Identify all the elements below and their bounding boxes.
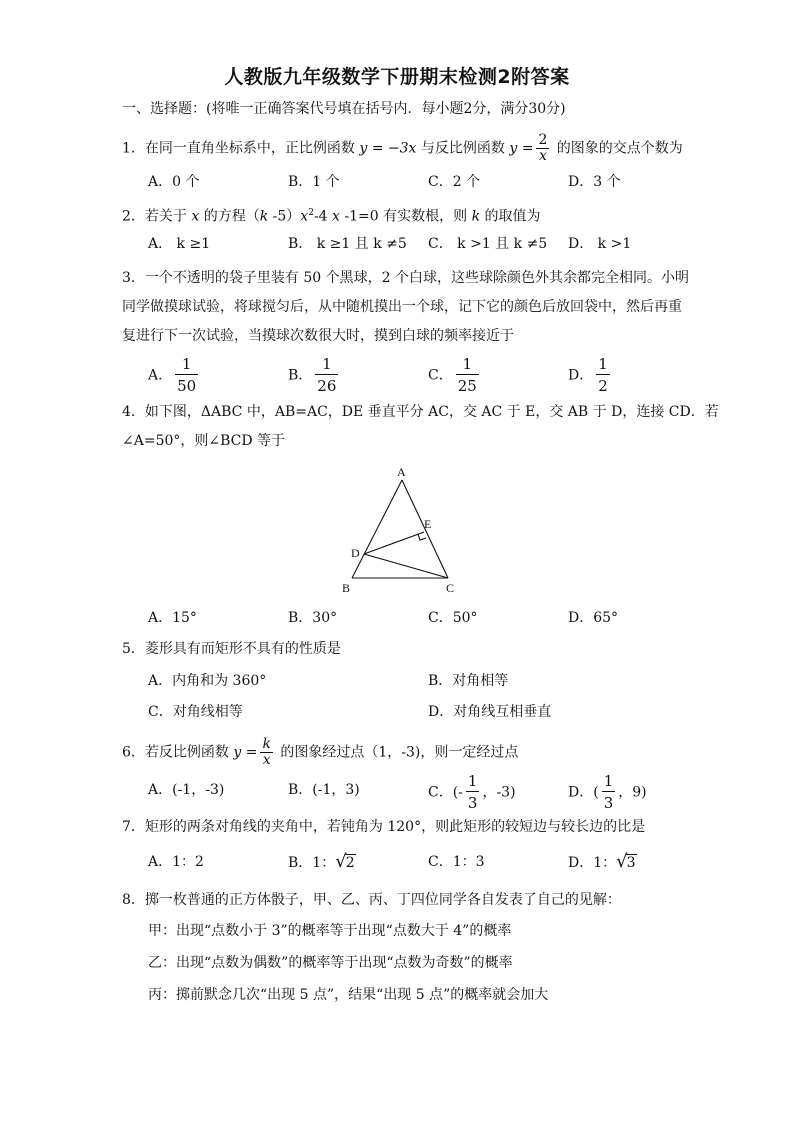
square-root: √2 — [335, 851, 355, 872]
question-1: 1．在同一直角坐标系中，正比例函数 y = −3x 与反比例函数 y = $\frac{2}{x}$ 的图象的交点个数为 — [122, 132, 683, 164]
label-b: B — [342, 581, 351, 595]
q2-option-d: D． k >1 — [568, 236, 632, 252]
question-8: 8．掷一枚普通的正方体骰子，甲、乙、丙、丁四位同学各自发表了自己的见解： — [122, 892, 621, 908]
question-3-line-1: 3．一个不透明的袋子里装有 50 个黑球，2 个白球，这些球除颜色外其余都完全相同。小明 — [122, 270, 689, 286]
question-3-line-3: 复进行下一次试验，当摸球次数很大时，摸到白球的频率接近于 — [122, 328, 514, 344]
q4-option-a: A．15° — [148, 610, 197, 626]
question-2: 2．若关于 x 的方程（k $-5)x^2-4$ x -1=0 有实数根，则 k 的取值为 — [122, 208, 541, 225]
triangle-figure — [335, 462, 465, 597]
q1-option-a: A．0 个 — [148, 174, 200, 190]
q6-option-d: D．( $\frac{1}{3}$ ，9) — [568, 772, 647, 812]
question-7: 7．矩形的两条对角线的夹角中，若钝角为 120°，则此矩形的较短边与较长边的比是 — [122, 819, 646, 835]
q6-option-a: A．(-1，-3) — [148, 782, 225, 798]
q2-option-a: A． k ≥1 — [148, 236, 211, 252]
q3-option-c: C． $\frac{1}{25}$ — [428, 355, 477, 395]
question-5: 5．菱形具有而矩形不具有的性质是 — [122, 641, 341, 657]
fraction: $\frac{1}{25}$ — [457, 355, 477, 395]
label-d: D — [351, 546, 360, 560]
fraction: $\frac{k}{x}$ — [262, 736, 271, 768]
q6-option-c: C．(- $\frac{1}{3}$ ，-3) — [428, 772, 516, 812]
question-3-line-2: 同学做摸球试验，将球搅匀后，从中随机摸出一个球，记下它的颜色后放回袋中，然后再重 — [122, 299, 682, 315]
q7-option-b: B．1：√2 — [288, 851, 355, 872]
q2-option-b: B． k ≥1 且 k ≠5 — [288, 236, 407, 252]
q2-option-c: C． k >1 且 k ≠5 — [428, 236, 548, 252]
q7-option-d: D．1：√3 — [568, 851, 636, 872]
section-heading: 一、选择题：(将唯一正确答案代号填在括号内．每小题2分，满分30分) — [122, 101, 566, 117]
q7-option-c: C．1：3 — [428, 854, 485, 870]
square-root: √3 — [616, 851, 636, 872]
q8-statement-jia: 甲：出现“点数小于 3”的概率等于出现“点数大于 4”的概率 — [148, 923, 512, 939]
fraction: $\frac{2}{x}$ — [538, 132, 548, 164]
q5-option-c: C．对角线相等 — [148, 704, 243, 720]
q5-option-a: A．内角和为 360° — [148, 673, 267, 689]
segment-dc — [364, 554, 448, 578]
question-4-line-2: ∠A=50°，则∠BCD 等于 — [122, 433, 286, 449]
segment-de — [364, 532, 424, 554]
q4-option-b: B．30° — [288, 610, 338, 626]
q3-option-a: A． $\frac{1}{50}$ — [148, 355, 197, 395]
page-title: 人教版九年级数学下册期末检测2附答案 — [224, 66, 570, 88]
fraction: $\frac{1}{3}$ — [467, 772, 478, 812]
question-6: 6．若反比例函数 y = $\frac{k}{x}$ 的图象经过点（1，-3)，则一定经过点 — [122, 736, 519, 768]
q1-option-b: B．1 个 — [288, 174, 340, 190]
label-c: C — [446, 581, 455, 595]
question-4-line-1: 4．如下图，ΔABC 中，AB=AC，DE 垂直平分 AC，交 AC 于 E，交 AB 于 D，连接 CD．若 — [122, 404, 719, 420]
q5-option-b: B．对角相等 — [428, 673, 509, 689]
right-angle-mark — [418, 534, 426, 540]
segment-ab — [352, 480, 402, 578]
fraction: $\frac{1}{50}$ — [177, 355, 197, 395]
q4-option-c: C．50° — [428, 610, 478, 626]
q1-option-d: D．3 个 — [568, 174, 621, 190]
fraction: $\frac{1}{2}$ — [598, 355, 608, 395]
label-e: E — [424, 517, 432, 531]
q8-statement-bing: 丙：掷前默念几次“出现 5 点”，结果“出现 5 点”的概率就会加大 — [148, 987, 549, 1003]
q7-option-a: A．1：2 — [148, 854, 204, 870]
label-a: A — [397, 465, 406, 479]
fraction: $\frac{1}{26}$ — [317, 355, 337, 395]
q3-option-b: B． $\frac{1}{26}$ — [288, 355, 337, 395]
q3-option-d: D． $\frac{1}{2}$ — [568, 355, 608, 395]
q5-option-d: D．对角线互相垂直 — [428, 704, 552, 720]
fraction: $\frac{1}{3}$ — [603, 772, 614, 812]
q8-statement-yi: 乙：出现“点数为偶数”的概率等于出现“点数为奇数”的概率 — [148, 955, 513, 971]
q1-option-c: C．2 个 — [428, 174, 481, 190]
q6-option-b: B．(-1，3) — [288, 782, 360, 798]
q4-option-d: D．65° — [568, 610, 619, 626]
